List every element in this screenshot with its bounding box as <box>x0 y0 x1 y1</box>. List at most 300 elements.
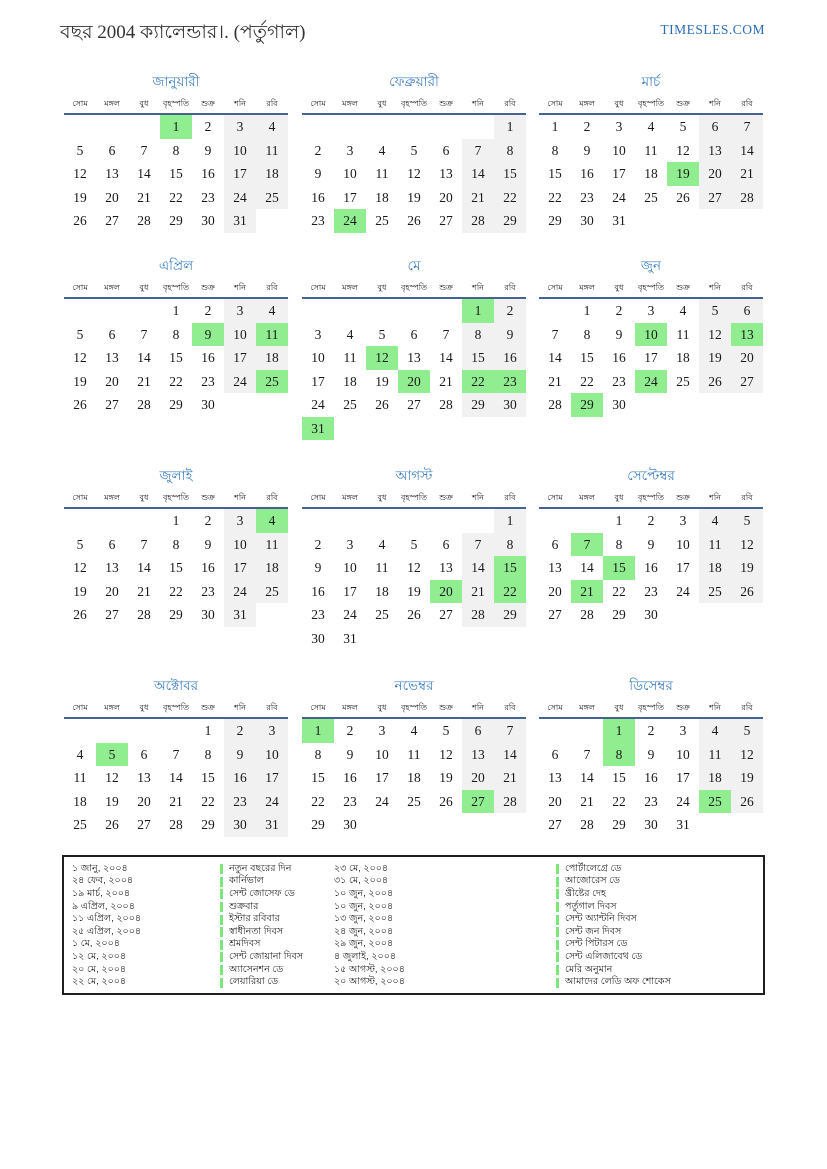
day-cell: 30 <box>201 397 215 412</box>
day-cell: 8 <box>172 326 180 342</box>
day-cell: 27 <box>548 607 562 622</box>
day-cell: 24 <box>375 793 389 809</box>
day-cell: 5 <box>699 299 731 323</box>
day-cell: 29 <box>612 607 626 622</box>
day-cell-holiday: 1 <box>160 115 192 139</box>
day-cell: 14 <box>169 770 183 785</box>
day-grid <box>302 509 526 650</box>
day-cell: 27 <box>407 397 421 412</box>
day-cell-holiday: 22 <box>462 370 494 394</box>
empty-cell <box>731 813 763 837</box>
day-cell: 5 <box>410 536 418 552</box>
day-cell-holiday: 7 <box>571 533 603 557</box>
day-cell: 26 <box>73 213 87 228</box>
empty-cell <box>128 299 160 323</box>
weekday-label: শুক্র <box>676 493 690 502</box>
day-cell: 14 <box>137 560 151 575</box>
month-title: জুলাই <box>159 468 193 483</box>
day-cell: 7 <box>462 139 494 163</box>
weekday-label: মঙ্গল <box>104 493 120 502</box>
day-cell: 29 <box>201 817 215 832</box>
holiday-name: কার্নিভাল <box>229 875 264 887</box>
month-calendar-7 <box>64 466 288 627</box>
weekday-header <box>302 488 526 509</box>
day-cell: 23 <box>224 790 256 814</box>
holiday-date: ২৪ জুন, ২০০৪ <box>334 925 394 937</box>
day-cell: 2 <box>314 536 322 552</box>
day-cell: 6 <box>442 142 450 158</box>
day-cell: 19 <box>73 373 87 389</box>
day-cell: 25 <box>375 213 389 228</box>
empty-cell <box>667 393 699 417</box>
day-cell: 16 <box>224 766 256 790</box>
weekday-label: বুধ <box>614 493 624 502</box>
empty-cell <box>731 603 763 627</box>
day-cell: 15 <box>169 166 183 181</box>
day-cell: 25 <box>407 793 421 809</box>
day-cell: 20 <box>731 346 763 370</box>
weekday-label: মঙ্গল <box>104 703 120 712</box>
weekday-label: রবি <box>741 703 753 712</box>
holiday-legend <box>62 855 765 995</box>
weekday-label: শুক্র <box>439 99 453 108</box>
weekday-label: শনি <box>472 99 484 108</box>
empty-cell <box>302 115 334 139</box>
day-cell: 9 <box>204 536 212 552</box>
month-calendar-4 <box>64 256 288 417</box>
day-cell: 25 <box>73 817 87 832</box>
legend-column-2 <box>334 863 759 987</box>
holiday-bullet-icon <box>556 940 559 950</box>
empty-cell <box>334 509 366 533</box>
empty-cell <box>571 509 603 533</box>
empty-cell <box>699 813 731 837</box>
weekday-label: রবি <box>741 283 753 292</box>
day-cell: 9 <box>583 142 591 158</box>
day-cell: 9 <box>494 323 526 347</box>
day-cell: 19 <box>731 766 763 790</box>
empty-cell <box>64 509 96 533</box>
day-cell: 5 <box>76 536 84 552</box>
timesles-link[interactable]: TIMESLES.COM <box>660 22 765 37</box>
holiday-date: ৩১ মে, ২০০৪ <box>334 875 389 887</box>
month-title: আগস্ট <box>395 468 433 483</box>
day-cell: 2 <box>647 513 655 528</box>
weekday-header <box>302 698 526 719</box>
day-cell: 7 <box>442 326 450 342</box>
holiday-name: শ্রমদিবস <box>229 938 261 950</box>
day-cell: 18 <box>699 556 731 580</box>
day-cell: 17 <box>343 583 357 599</box>
day-cell: 7 <box>583 746 591 762</box>
weekday-label: বুধ <box>377 283 387 292</box>
day-cell: 27 <box>548 817 562 832</box>
day-cell: 15 <box>580 350 594 365</box>
day-cell: 17 <box>224 162 256 186</box>
month-calendar-10 <box>64 676 288 837</box>
month-title: ফেব্রুয়ারী <box>389 74 439 89</box>
weekday-label: রবি <box>266 703 278 712</box>
day-cell: 26 <box>676 189 690 205</box>
day-cell-holiday: 22 <box>494 580 526 604</box>
day-cell-holiday: 12 <box>366 346 398 370</box>
holiday-name: লেয়ারিয়া ডে <box>229 976 279 988</box>
day-cell: 1 <box>583 303 591 318</box>
holiday-name: অ্যাসেনশন ডে <box>229 963 284 975</box>
month-title: মে <box>407 258 421 273</box>
day-cell: 3 <box>679 723 687 738</box>
day-cell: 26 <box>407 213 421 228</box>
day-cell: 4 <box>76 746 84 762</box>
day-cell: 6 <box>108 536 116 552</box>
day-cell: 4 <box>256 299 288 323</box>
day-cell: 10 <box>256 743 288 767</box>
day-cell: 17 <box>343 189 357 205</box>
day-cell: 13 <box>105 350 119 365</box>
day-cell: 24 <box>612 189 626 205</box>
day-cell-holiday: 19 <box>667 162 699 186</box>
day-cell: 27 <box>699 186 731 210</box>
day-cell: 17 <box>612 166 626 181</box>
weekday-label: শুক্র <box>201 283 215 292</box>
day-cell-holiday: 24 <box>635 370 667 394</box>
empty-cell <box>366 627 398 651</box>
day-cell: 3 <box>224 509 256 533</box>
day-cell: 10 <box>676 746 690 762</box>
day-cell: 18 <box>256 162 288 186</box>
weekday-label: মঙ্গল <box>579 283 595 292</box>
day-cell: 9 <box>314 166 322 181</box>
weekday-label: রবি <box>504 99 516 108</box>
holiday-name: পর্তুগাল দিবস <box>565 900 617 912</box>
day-cell: 19 <box>73 583 87 599</box>
empty-cell <box>462 115 494 139</box>
day-cell: 29 <box>612 817 626 832</box>
day-cell: 11 <box>375 166 389 181</box>
holiday-name: মেরি অনুমান <box>565 963 613 975</box>
day-cell: 7 <box>140 142 148 158</box>
weekday-label: বুধ <box>139 703 149 712</box>
day-cell: 5 <box>76 326 84 342</box>
day-cell: 25 <box>676 373 690 389</box>
day-cell: 18 <box>699 766 731 790</box>
day-cell: 20 <box>548 793 562 809</box>
day-cell: 23 <box>201 373 215 389</box>
day-cell: 30 <box>580 213 594 228</box>
weekday-label: শুক্র <box>201 703 215 712</box>
empty-cell <box>128 509 160 533</box>
month-calendar-5 <box>302 256 526 440</box>
day-cell: 9 <box>647 746 655 762</box>
day-cell: 10 <box>224 323 256 347</box>
holiday-name: পোর্টালেগ্রে ডে <box>565 862 622 874</box>
day-cell: 11 <box>644 142 658 158</box>
weekday-label: শনি <box>709 493 721 502</box>
day-cell: 26 <box>407 607 421 622</box>
day-cell: 20 <box>548 583 562 599</box>
day-cell: 18 <box>73 793 87 809</box>
empty-cell <box>224 393 256 417</box>
day-cell: 28 <box>137 213 151 228</box>
weekday-label: সোম <box>547 283 563 292</box>
day-cell: 28 <box>580 817 594 832</box>
day-cell: 19 <box>105 793 119 809</box>
holiday-name-wrap <box>556 975 671 990</box>
weekday-label: শুক্র <box>439 703 453 712</box>
day-cell: 19 <box>73 189 87 205</box>
day-cell: 26 <box>73 607 87 622</box>
day-cell: 10 <box>676 536 690 552</box>
day-cell: 3 <box>346 536 354 552</box>
day-cell: 13 <box>439 166 453 181</box>
day-cell: 23 <box>201 189 215 205</box>
holiday-bullet-icon <box>556 952 559 962</box>
empty-cell <box>96 719 128 743</box>
day-cell: 27 <box>105 213 119 228</box>
day-cell: 7 <box>462 533 494 557</box>
empty-cell <box>398 115 430 139</box>
day-cell: 18 <box>256 556 288 580</box>
day-cell: 5 <box>76 142 84 158</box>
day-cell-holiday: 23 <box>494 370 526 394</box>
day-cell-holiday: 21 <box>571 580 603 604</box>
empty-cell <box>302 299 334 323</box>
holiday-name: সেন্ট এলিজাবেথ ডে <box>565 950 643 962</box>
day-cell: 29 <box>169 397 183 412</box>
day-cell: 22 <box>612 583 626 599</box>
day-cell: 16 <box>201 166 215 181</box>
day-cell: 9 <box>615 326 623 342</box>
weekday-label: বুধ <box>377 99 387 108</box>
day-cell: 30 <box>494 393 526 417</box>
day-cell: 26 <box>439 793 453 809</box>
day-cell: 14 <box>580 560 594 575</box>
day-cell: 25 <box>644 189 658 205</box>
day-cell-holiday: 10 <box>635 323 667 347</box>
day-cell: 22 <box>548 189 562 205</box>
weekday-label: শুক্র <box>201 493 215 502</box>
day-cell: 29 <box>169 213 183 228</box>
day-cell: 14 <box>462 162 494 186</box>
empty-cell <box>128 115 160 139</box>
day-cell: 24 <box>676 793 690 809</box>
day-cell: 25 <box>343 397 357 412</box>
day-cell: 17 <box>256 766 288 790</box>
empty-cell <box>462 813 494 837</box>
empty-cell <box>96 115 128 139</box>
empty-cell <box>366 509 398 533</box>
month-title: সেপ্টেম্বর <box>627 468 675 483</box>
day-cell: 12 <box>407 166 421 181</box>
day-cell: 17 <box>644 350 658 365</box>
day-cell: 9 <box>224 743 256 767</box>
empty-cell <box>366 115 398 139</box>
day-cell: 10 <box>343 166 357 181</box>
legend-column-1 <box>72 863 334 987</box>
weekday-header <box>64 698 288 719</box>
weekday-header <box>539 488 763 509</box>
weekday-label: শুক্র <box>676 99 690 108</box>
day-cell-holiday: 29 <box>571 393 603 417</box>
day-cell: 5 <box>679 119 687 134</box>
empty-cell <box>539 719 571 743</box>
day-cell: 26 <box>731 580 763 604</box>
weekday-label: বৃহস্পতি <box>162 99 190 108</box>
day-cell: 13 <box>137 770 151 785</box>
weekday-label: সোম <box>547 99 563 108</box>
day-cell: 11 <box>699 743 731 767</box>
day-cell: 29 <box>548 213 562 228</box>
day-cell: 22 <box>169 189 183 205</box>
holiday-date: ২৫ এপ্রিল, ২০০৪ <box>72 925 142 937</box>
holiday-bullet-icon <box>556 902 559 912</box>
day-cell: 10 <box>311 350 325 365</box>
empty-cell <box>302 509 334 533</box>
day-cell-holiday: 15 <box>494 556 526 580</box>
day-cell: 21 <box>731 162 763 186</box>
day-cell: 12 <box>73 560 87 575</box>
day-cell: 29 <box>169 607 183 622</box>
holiday-date: ২২ মে, ২০০৪ <box>72 976 127 988</box>
empty-cell <box>699 603 731 627</box>
weekday-label: বৃহস্পতি <box>400 493 428 502</box>
day-cell: 5 <box>442 723 450 738</box>
day-grid <box>64 509 288 627</box>
weekday-label: শনি <box>472 493 484 502</box>
weekday-label: শনি <box>472 703 484 712</box>
day-cell: 20 <box>699 162 731 186</box>
day-cell: 24 <box>224 580 256 604</box>
day-cell-holiday: 9 <box>192 323 224 347</box>
weekday-label: শনি <box>709 703 721 712</box>
day-cell: 27 <box>439 213 453 228</box>
day-cell: 19 <box>731 556 763 580</box>
holiday-date: ১০ জুন, ২০০৪ <box>334 900 394 912</box>
day-cell: 14 <box>137 166 151 181</box>
weekday-label: বুধ <box>139 493 149 502</box>
empty-cell <box>731 393 763 417</box>
day-cell: 14 <box>494 743 526 767</box>
day-cell-holiday: 5 <box>96 743 128 767</box>
day-cell: 6 <box>551 536 559 552</box>
day-cell: 4 <box>699 719 731 743</box>
day-cell: 4 <box>378 142 386 158</box>
weekday-label: সোম <box>310 493 326 502</box>
day-cell: 7 <box>494 719 526 743</box>
weekday-header <box>64 488 288 509</box>
day-cell: 30 <box>612 397 626 412</box>
day-cell: 20 <box>439 189 453 205</box>
day-cell: 17 <box>676 770 690 785</box>
month-calendar-2 <box>302 72 526 233</box>
empty-cell <box>398 509 430 533</box>
empty-cell <box>64 299 96 323</box>
day-cell: 3 <box>346 142 354 158</box>
empty-cell <box>430 509 462 533</box>
day-cell: 10 <box>343 560 357 575</box>
day-cell: 30 <box>224 813 256 837</box>
day-cell: 22 <box>201 793 215 809</box>
day-cell: 25 <box>699 580 731 604</box>
empty-cell <box>635 393 667 417</box>
weekday-label: বুধ <box>614 99 624 108</box>
empty-cell <box>398 627 430 651</box>
day-cell: 13 <box>548 560 562 575</box>
day-cell: 28 <box>548 397 562 412</box>
day-cell: 28 <box>462 603 494 627</box>
day-cell: 25 <box>256 580 288 604</box>
day-cell: 16 <box>201 350 215 365</box>
weekday-label: রবি <box>266 283 278 292</box>
day-cell: 16 <box>343 770 357 785</box>
weekday-label: মঙ্গল <box>342 493 358 502</box>
day-cell: 8 <box>314 746 322 762</box>
weekday-label: মঙ্গল <box>342 703 358 712</box>
empty-cell <box>430 115 462 139</box>
day-cell: 25 <box>256 186 288 210</box>
empty-cell <box>64 719 96 743</box>
month-title: ডিসেম্বর <box>629 678 673 693</box>
holiday-name: সেন্ট জন দিবস <box>565 925 622 937</box>
day-cell: 4 <box>410 723 418 738</box>
weekday-header <box>539 698 763 719</box>
weekday-label: সোম <box>72 99 88 108</box>
day-cell: 28 <box>137 397 151 412</box>
day-cell: 12 <box>731 743 763 767</box>
day-cell: 15 <box>201 770 215 785</box>
weekday-label: শনি <box>472 283 484 292</box>
holiday-bullet-icon <box>556 915 559 925</box>
day-cell: 8 <box>462 323 494 347</box>
day-cell: 15 <box>548 166 562 181</box>
day-cell: 7 <box>140 536 148 552</box>
weekday-header <box>302 278 526 299</box>
day-cell: 27 <box>105 397 119 412</box>
holiday-name: সেন্ট পিটারস ডে <box>565 938 628 950</box>
day-cell: 10 <box>224 139 256 163</box>
empty-cell <box>430 627 462 651</box>
weekday-label: রবি <box>266 493 278 502</box>
day-cell: 14 <box>137 350 151 365</box>
day-cell: 18 <box>407 770 421 785</box>
day-cell: 14 <box>548 350 562 365</box>
day-cell: 23 <box>311 607 325 622</box>
day-cell: 23 <box>311 213 325 228</box>
day-cell: 1 <box>494 509 526 533</box>
holiday-name: সেন্ট জোসেফ ডে <box>229 887 295 899</box>
day-cell: 2 <box>494 299 526 323</box>
empty-cell <box>366 417 398 441</box>
day-cell: 26 <box>73 397 87 412</box>
holiday-bullet-icon <box>220 915 223 925</box>
day-cell: 22 <box>494 186 526 210</box>
day-cell: 13 <box>105 560 119 575</box>
empty-cell <box>667 603 699 627</box>
day-cell: 5 <box>378 326 386 342</box>
day-cell: 15 <box>462 346 494 370</box>
day-cell: 8 <box>204 746 212 762</box>
day-cell: 6 <box>410 326 418 342</box>
day-cell: 31 <box>343 630 357 646</box>
day-cell: 19 <box>407 583 421 599</box>
day-cell-holiday: 20 <box>430 580 462 604</box>
day-cell: 28 <box>439 397 453 412</box>
day-cell: 12 <box>105 770 119 785</box>
day-cell: 27 <box>731 370 763 394</box>
weekday-label: মঙ্গল <box>579 99 595 108</box>
day-cell: 14 <box>439 350 453 365</box>
weekday-header <box>64 278 288 299</box>
